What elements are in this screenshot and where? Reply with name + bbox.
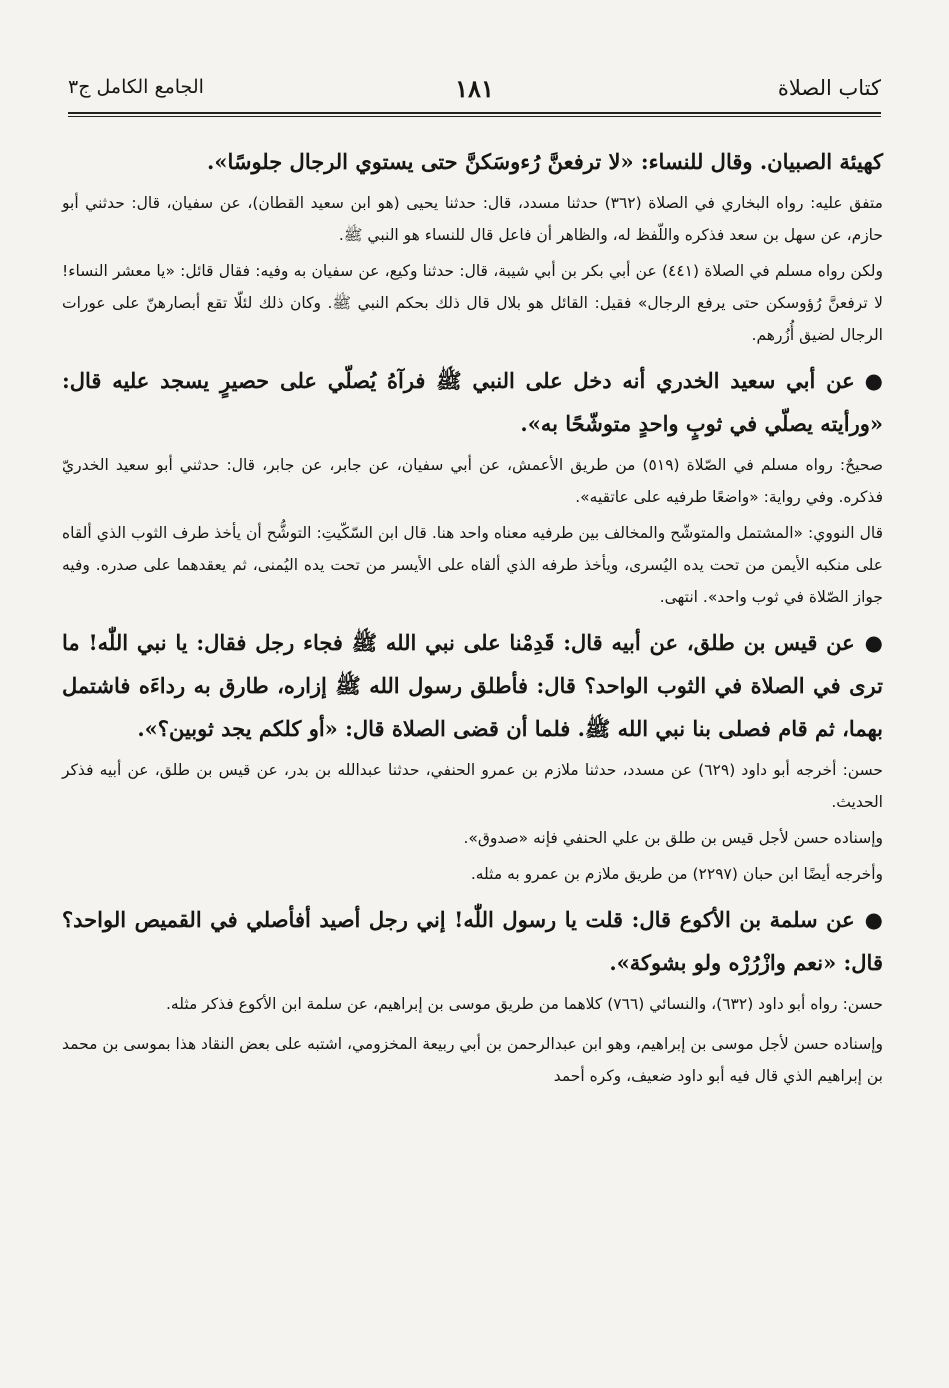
bullet-marker: ●	[864, 907, 883, 932]
running-header	[68, 70, 881, 114]
takhrij-note: حسن: أخرجه أبو داود (٦٢٩) عن مسدد، حدثنا ملازم بن عمرو الحنفي، حدثنا عبدالله بن بدر، عن قيس بن طلق، عن أبيه فذكر الحديث.	[62, 761, 883, 811]
header-rule-thin	[68, 116, 881, 117]
hadith-text-continuation: كهيئة الصبيان. وقال للنساء: «لا ترفعنَّ رُءوسَكنَّ حتى يستوي الرجال جلوسًا».	[207, 149, 883, 174]
commentary-note: قال النووي: «المشتمل والمتوشّح والمخالف بين طرفيه معناه واحد هنا. قال ابن السّكّيتِ: التوشُّح أن يأخذ طرف الثوب الذي ألقاه على منكبه الأيمن من تحت يده اليُسرى، ويأخذ طرفه الذي ألقاه على الأيسر من تحت يده اليُمنى، ثم يعقدهما على صدره. وفيه جواز الصّلاة في ثوب واحد». انتهى.	[62, 524, 883, 606]
bullet-marker: ●	[864, 630, 883, 655]
bullet-marker: ●	[864, 368, 883, 393]
takhrij-note: حسن: رواه أبو داود (٦٣٢)، والنسائي (٧٦٦) كلاهما من طريق موسى بن إبراهيم، عن سلمة ابن الأكوع فذكر مثله.	[165, 995, 883, 1013]
header-rule	[68, 112, 881, 114]
isnad-note: وإسناده حسن لأجل موسى بن إبراهيم، وهو ابن عبدالرحمن بن أبي ربيعة المخزومي، اشتبه على بعض النقاد هذا بموسى بن محمد بن إبراهيم الذي قال فيه أبو داود ضعيف، وكره أحمد	[62, 1035, 883, 1085]
takhrij-note: صحيحٌ: رواه مسلم في الصّلاة (٥١٩) من طريق الأعمش، عن أبي سفيان، عن جابر، عن جابر، قال: حدثني أبو سعيد الخدريّ فذكره. وفي رواية: «واضعًا طرفيه على عاتقيه».	[62, 456, 883, 506]
takhrij-note: ولكن رواه مسلم في الصلاة (٤٤١) عن أبي بكر بن أبي شيبة، قال: حدثنا وكيع، عن سفيان به وفيه: فقال قائل: «يا معشر النساء! لا ترفعنَّ رُؤوسكن حتى يرفع الرجال» فقيل: القائل هو بلال قال ذلك بحكم النبي ﷺ. وكان ذلك لئلّا تقع أبصارهنّ على عورات الرجال لضيق أُزُرهم.	[62, 262, 883, 344]
hadith-text: ●عن قيس بن طلق، عن أبيه قال: قَدِمْنا على نبي الله ﷺ فجاء رجل فقال: يا نبي اللّٰه! ما ترى في الصلاة في الثوب الواحد؟ قال: فأطلق رسول الله ﷺ إزاره، طارق به رداءَه فاشتمل بهما، ثم قام فصلى بنا نبي الله ﷺ. فلما أن قضى الصلاة قال: «أو كلكم يجد ثوبين؟».	[62, 621, 883, 750]
page-body	[62, 140, 883, 1092]
hadith-text: ●عن سلمة بن الأكوع قال: قلت يا رسول اللّٰه! إني رجل أصيد أفأصلي في القميص الواحد؟ قال: «نعم وازْرُرْه ولو بشوكة».	[62, 898, 883, 984]
volume-title: الجامع الكامل ج٣	[68, 76, 204, 98]
takhrij-note: وأخرجه أيضًا ابن حبان (٢٢٩٧) من طريق ملازم بن عمرو به مثله.	[470, 865, 883, 883]
hadith-text: ●عن أبي سعيد الخدري أنه دخل على النبي ﷺ فرآهُ يُصلّي على حصيرٍ يسجد عليه قال: «ورأيته يصلّي في ثوبٍ واحدٍ متوشّحًا به».	[62, 359, 883, 445]
isnad-note: وإسناده حسن لأجل قيس بن طلق بن علي الحنفي فإنه «صدوق».	[463, 829, 883, 847]
takhrij-note: متفق عليه: رواه البخاري في الصلاة (٣٦٢) حدثنا مسدد، قال: حدثنا يحيى (هو ابن سعيد القطان)، عن سفيان، قال: حدثني أبو حازم، عن سهل بن سعد فذكره واللّفظ له، والظاهر أن فاعل قال للنساء هو النبي ﷺ.	[62, 194, 883, 244]
book-section-title: كتاب الصلاة	[777, 76, 881, 100]
page-number: ١٨١	[455, 74, 494, 103]
